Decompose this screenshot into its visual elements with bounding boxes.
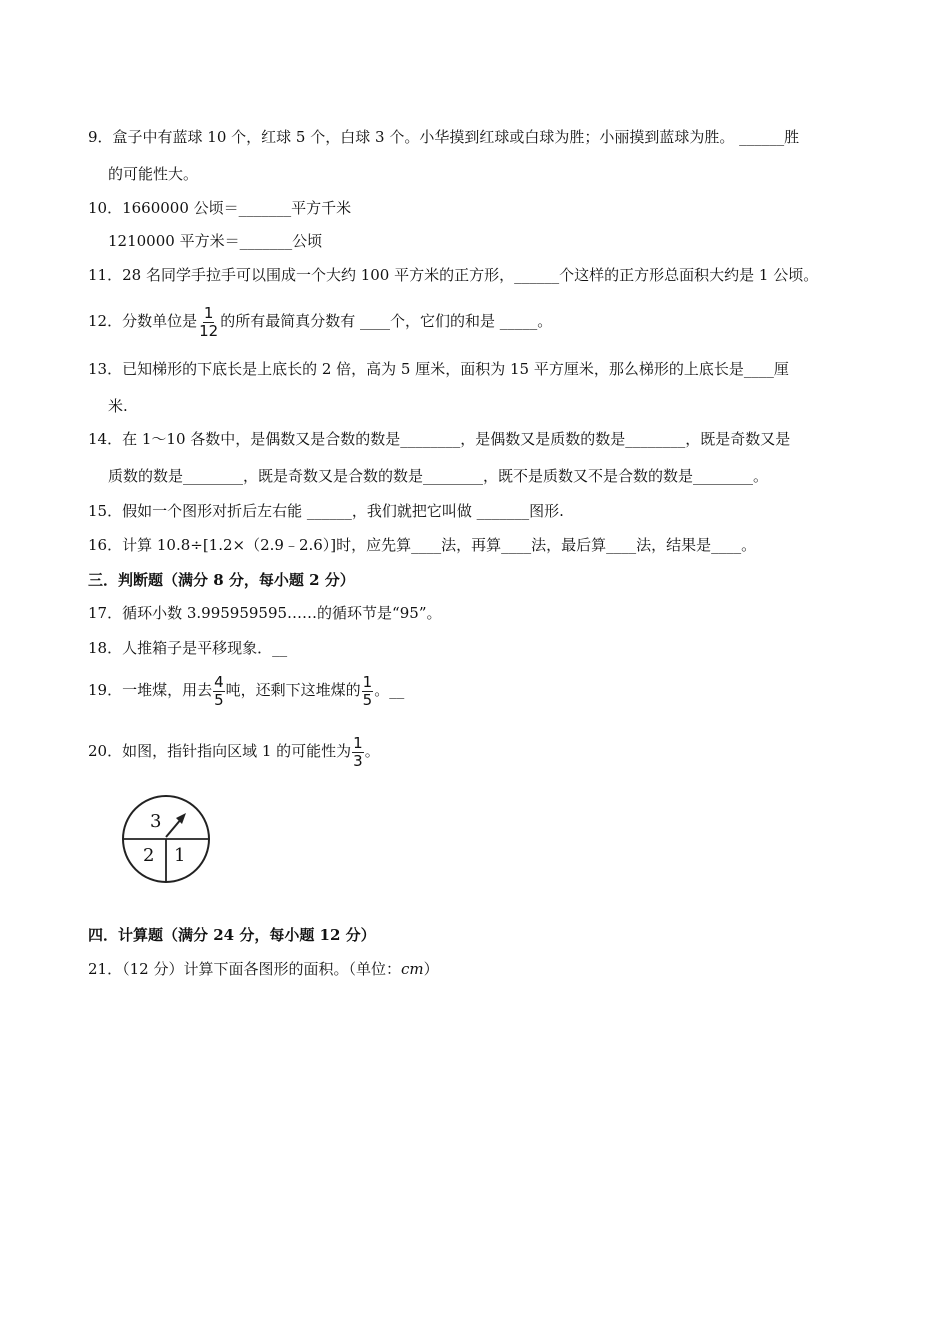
spinner-region-3-label: 3	[150, 811, 162, 832]
question-21-text-after: ）	[423, 960, 439, 978]
question-16: 16．计算 10.8÷[1.2×（2.9﹣2.6）]时，应先算____法，再算____法，最后算____法，结果是____。	[88, 536, 757, 554]
question-12-text-after: 的所有最简真分数有 ____个，它们的和是 _____。	[220, 312, 553, 330]
question-12-text-before: 12．分数单位是	[88, 312, 198, 330]
question-17: 17．循环小数 3.995959595……的循环节是“95”。	[88, 604, 442, 622]
question-13-line2: 米.	[108, 397, 128, 415]
question-19-text-after: 。__	[374, 681, 405, 699]
question-21-unit: cm	[400, 960, 424, 978]
question-21	[88, 959, 439, 979]
question-10-line2: 1210000 平方米＝_______公顷	[108, 232, 323, 250]
question-19	[88, 670, 404, 710]
question-19-text-middle: 吨，还剩下这堆煤的	[225, 681, 361, 699]
fraction-numerator: 1	[203, 303, 214, 322]
fraction-1-3	[352, 735, 364, 770]
question-9-line1: 9．盒子中有蓝球 10 个，红球 5 个，白球 3 个。小华摸到红球或白球为胜；小丽摸到蓝球为胜。 ______胜	[88, 128, 800, 146]
question-10-line1: 10．1660000 公顷＝_______平方千米	[88, 199, 352, 217]
question-11: 11．28 名同学手拉手可以围成一个大约 100 平方米的正方形，______个这样的正方形总面积大约是 1 公顷。	[88, 266, 819, 284]
section-3-title: 三．判断题（满分 8 分，每小题 2 分）	[88, 571, 355, 589]
fraction-denominator: 3	[353, 751, 363, 770]
spinner-region-2-label: 2	[143, 845, 155, 866]
spinner-region-1-label: 1	[174, 845, 186, 866]
section-4-title: 四．计算题（满分 24 分，每小题 12 分）	[88, 926, 376, 944]
question-13-line1: 13．已知梯形的下底长是上底长的 2 倍，高为 5 厘米，面积为 15 平方厘米，那么梯形的上底长是____厘	[88, 360, 789, 378]
question-21-text-before: 21．（12 分）计算下面各图形的面积。（单位：	[88, 960, 401, 978]
fraction-1-5	[362, 674, 374, 709]
question-12	[88, 301, 552, 341]
question-20	[88, 731, 380, 771]
fraction-denominator: 5	[362, 690, 373, 709]
question-19-text-before: 19．一堆煤，用去	[88, 681, 213, 699]
question-14-line1: 14．在 1～10 各数中，是偶数又是合数的数是________，是偶数又是质数的数是________，既是奇数又是	[88, 430, 791, 448]
fraction-numerator: 4	[214, 672, 224, 691]
question-9-line2: 的可能性大。	[108, 165, 199, 183]
question-14-line2: 质数的数是________，既是奇数又是合数的数是________，既不是质数又不是合数的数是________。	[108, 467, 769, 485]
fraction-denominator: 12	[199, 321, 219, 340]
question-15: 15．假如一个图形对折后左右能 ______，我们就把它叫做 _______图形.	[88, 502, 564, 520]
fraction-numerator: 1	[362, 672, 373, 691]
question-18: 18．人推箱子是平移现象．__	[88, 639, 288, 657]
spinner-diagram	[120, 793, 212, 885]
fraction-4-5	[213, 674, 225, 709]
fraction-1-12	[198, 305, 219, 340]
fraction-denominator: 5	[214, 690, 224, 709]
fraction-numerator: 1	[353, 733, 363, 752]
question-20-text-after: 。	[364, 742, 380, 760]
question-20-text-before: 20．如图，指针指向区域 1 的可能性为	[88, 742, 352, 760]
